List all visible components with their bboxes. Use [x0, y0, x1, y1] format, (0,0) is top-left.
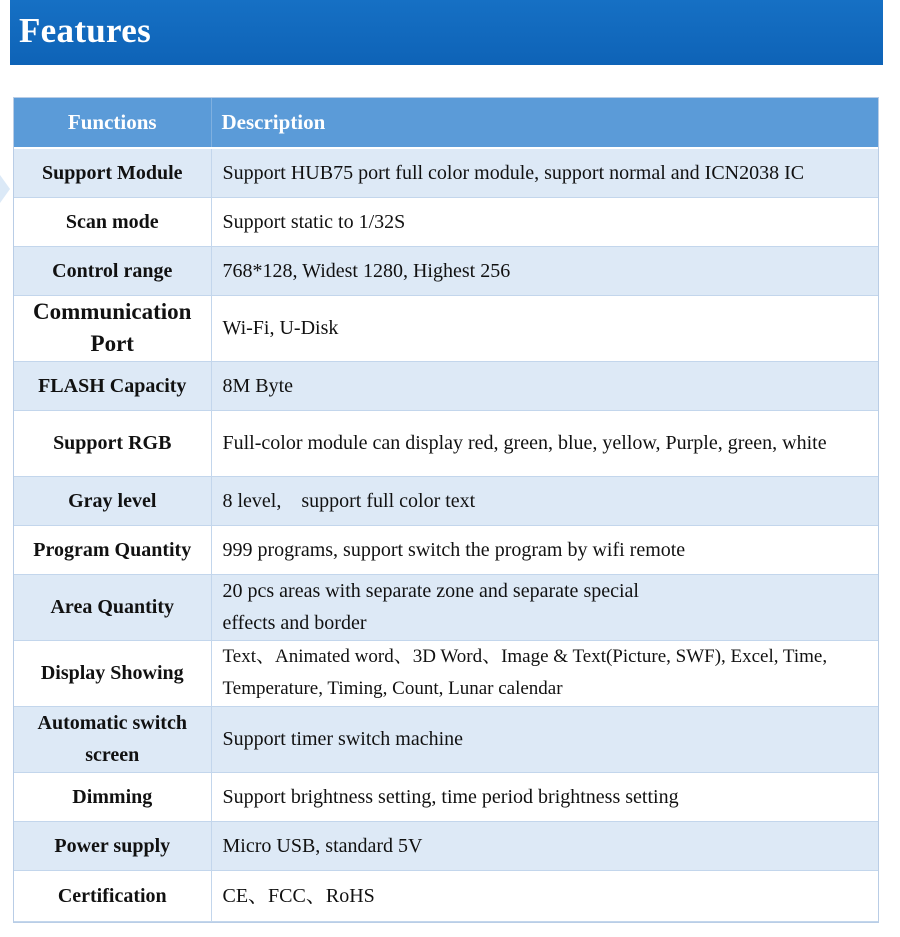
- page-title: Features: [19, 11, 151, 50]
- header-description: Description: [211, 98, 878, 148]
- side-arrow-decoration: [0, 175, 10, 203]
- description-cell: Support timer switch machine: [211, 706, 878, 772]
- function-cell: Support Module: [14, 148, 211, 197]
- description-cell: 768*128, Widest 1280, Highest 256: [211, 246, 878, 295]
- function-cell: FLASH Capacity: [14, 361, 211, 410]
- table-row: [14, 772, 878, 821]
- table-row: [14, 246, 878, 295]
- table-row: [14, 640, 878, 706]
- table-row: [14, 706, 878, 772]
- table-row: [14, 870, 878, 921]
- table-header-row: [14, 98, 878, 148]
- description-cell: Support static to 1/32S: [211, 197, 878, 246]
- function-cell: Dimming: [14, 772, 211, 821]
- features-table-grid: [14, 98, 878, 922]
- description-cell: 999 programs, support switch the program by wifi remote: [211, 525, 878, 574]
- description-cell: 8M Byte: [211, 361, 878, 410]
- table-row: [14, 295, 878, 361]
- table-row: [14, 148, 878, 197]
- description-cell: 8 level, support full color text: [211, 476, 878, 525]
- table-row: [14, 821, 878, 870]
- function-cell: Automatic switch screen: [14, 706, 211, 772]
- function-cell: Power supply: [14, 821, 211, 870]
- description-cell: CE、FCC、RoHS: [211, 870, 878, 921]
- function-cell: Support RGB: [14, 410, 211, 476]
- function-cell: Display Showing: [14, 640, 211, 706]
- function-cell: Control range: [14, 246, 211, 295]
- header-functions: Functions: [14, 98, 211, 148]
- description-cell: Text、Animated word、3D Word、Image & Text(Picture, SWF), Excel, Time, Temperature, Timing, Count, Lunar calendar: [211, 640, 878, 706]
- description-cell: Wi-Fi, U-Disk: [211, 295, 878, 361]
- table-row: [14, 361, 878, 410]
- features-banner: [10, 0, 883, 65]
- function-cell: Scan mode: [14, 197, 211, 246]
- function-cell: Program Quantity: [14, 525, 211, 574]
- function-cell: Gray level: [14, 476, 211, 525]
- function-cell: Communication Port: [14, 295, 211, 361]
- description-cell: Support brightness setting, time period brightness setting: [211, 772, 878, 821]
- table-row: [14, 476, 878, 525]
- description-cell: 20 pcs areas with separate zone and separate special effects and border: [211, 574, 878, 640]
- description-cell: Full-color module can display red, green, blue, yellow, Purple, green, white: [211, 410, 878, 476]
- description-cell: Micro USB, standard 5V: [211, 821, 878, 870]
- table-row: [14, 410, 878, 476]
- description-cell: Support HUB75 port full color module, support normal and ICN2038 IC: [211, 148, 878, 197]
- table-row: [14, 574, 878, 640]
- function-cell: Area Quantity: [14, 574, 211, 640]
- table-row: [14, 525, 878, 574]
- table-row: [14, 197, 878, 246]
- features-table: [13, 97, 879, 923]
- function-cell: Certification: [14, 870, 211, 921]
